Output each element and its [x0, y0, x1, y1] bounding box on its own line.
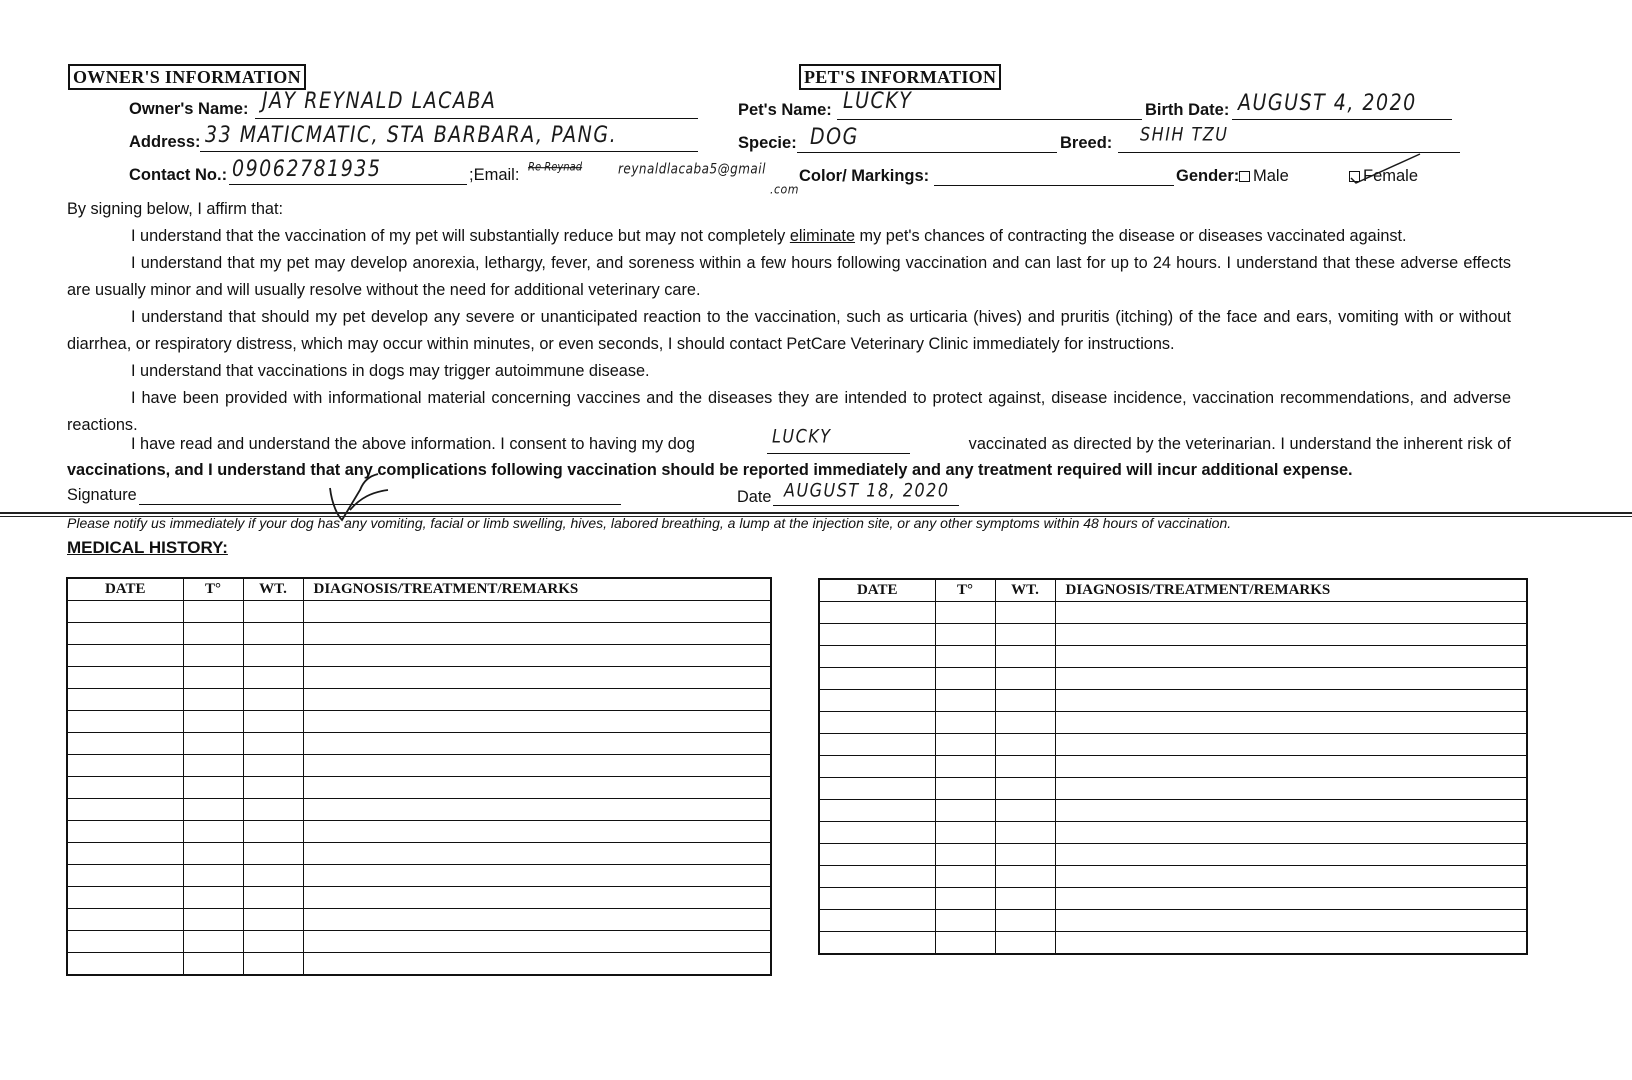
table-row: [67, 601, 771, 623]
weight-cell[interactable]: [243, 953, 303, 976]
contact-field[interactable]: [229, 184, 467, 185]
weight-cell[interactable]: [995, 712, 1055, 734]
weight-cell[interactable]: [995, 800, 1055, 822]
date-cell[interactable]: [819, 910, 935, 932]
weight-cell[interactable]: [243, 843, 303, 865]
date-label: Date: [737, 488, 772, 506]
gender-male-checkbox[interactable]: [1239, 171, 1250, 182]
date-cell[interactable]: [67, 733, 183, 755]
temp-cell[interactable]: [935, 734, 995, 756]
affirm-item-1-underlined: eliminate: [789, 227, 856, 245]
table-row: [819, 866, 1527, 888]
temp-cell[interactable]: [935, 910, 995, 932]
date-cell[interactable]: [67, 711, 183, 733]
date-cell[interactable]: [819, 844, 935, 866]
diagnosis-cell[interactable]: [1055, 866, 1527, 888]
date-cell[interactable]: [67, 843, 183, 865]
diagnosis-cell[interactable]: [1055, 756, 1527, 778]
table-row: [67, 667, 771, 689]
date-cell[interactable]: [819, 888, 935, 910]
female-check-mark: [1348, 150, 1424, 186]
contact-value: 09062781935: [232, 156, 382, 182]
diagnosis-cell[interactable]: [303, 799, 771, 821]
diagnosis-cell[interactable]: [303, 887, 771, 909]
date-cell[interactable]: [819, 822, 935, 844]
date-cell[interactable]: [67, 667, 183, 689]
contact-label: Contact No.:: [129, 166, 228, 184]
temp-cell[interactable]: [183, 601, 243, 623]
table-row: [67, 953, 771, 976]
weight-cell[interactable]: [243, 733, 303, 755]
table-row: [819, 690, 1527, 712]
col-date-header: DATE: [67, 578, 183, 601]
gender-male-label: Male: [1253, 167, 1289, 185]
temp-cell[interactable]: [183, 953, 243, 976]
address-value: 33 MATICMATIC, STA BARBARA, PANG.: [205, 122, 618, 148]
affirm-item-1-text-a: I understand that the vaccination of my pet will substantially reduce but may not completely: [131, 227, 790, 245]
temp-cell[interactable]: [183, 667, 243, 689]
gender-female-label: Female: [1363, 167, 1419, 185]
table-row: [67, 711, 771, 733]
date-cell[interactable]: [67, 931, 183, 953]
date-cell[interactable]: [67, 799, 183, 821]
table-row: [819, 668, 1527, 690]
consent-text-a: I have read and understand the above information. I consent to having my dog: [131, 435, 695, 453]
weight-cell[interactable]: [243, 931, 303, 953]
weight-cell[interactable]: [995, 668, 1055, 690]
temp-cell[interactable]: [935, 690, 995, 712]
date-cell[interactable]: [819, 624, 935, 646]
temp-cell[interactable]: [935, 778, 995, 800]
temp-cell[interactable]: [935, 624, 995, 646]
diagnosis-cell[interactable]: [1055, 712, 1527, 734]
diagnosis-cell[interactable]: [1055, 624, 1527, 646]
table-row: [67, 843, 771, 865]
temp-cell[interactable]: [183, 755, 243, 777]
date-cell[interactable]: [67, 865, 183, 887]
specie-field[interactable]: [797, 152, 1057, 153]
diagnosis-cell[interactable]: [1055, 690, 1527, 712]
address-field[interactable]: [200, 151, 698, 152]
consent-text-b: vaccinated as directed by the veterinarian. I understand the inherent risk of: [968, 435, 1511, 453]
breed-label: Breed:: [1060, 134, 1113, 152]
temp-cell[interactable]: [183, 821, 243, 843]
weight-cell[interactable]: [995, 910, 1055, 932]
table-row: [819, 734, 1527, 756]
date-cell[interactable]: [819, 602, 935, 624]
weight-cell[interactable]: [995, 778, 1055, 800]
date-cell[interactable]: [819, 866, 935, 888]
date-cell[interactable]: [819, 778, 935, 800]
owner-name-field[interactable]: [255, 118, 698, 119]
affirm-item-2: I understand that my pet may develop anorexia, lethargy, fever, and soreness within a few hours following vaccination and can last for up to 24 hours. I understand that these adverse effects are usually minor and will usually resolve without the need for additional veterinary care.: [67, 254, 1511, 299]
weight-cell[interactable]: [995, 932, 1055, 955]
diagnosis-cell[interactable]: [303, 689, 771, 711]
temp-cell[interactable]: [183, 931, 243, 953]
weight-cell[interactable]: [243, 909, 303, 931]
separator-rule-top: [0, 512, 1632, 514]
date-cell[interactable]: [819, 690, 935, 712]
birth-date-value: AUGUST 4, 2020: [1238, 90, 1417, 116]
medical-history-table-left: [66, 577, 772, 976]
diagnosis-cell[interactable]: [303, 645, 771, 667]
date-cell[interactable]: [819, 734, 935, 756]
date-cell[interactable]: [67, 689, 183, 711]
table-row: [819, 756, 1527, 778]
medical-history-table-right: [818, 578, 1528, 955]
temp-cell[interactable]: [935, 888, 995, 910]
diagnosis-cell[interactable]: [1055, 910, 1527, 932]
diagnosis-cell[interactable]: [1055, 800, 1527, 822]
table-row: [819, 888, 1527, 910]
temp-cell[interactable]: [183, 843, 243, 865]
table-row: [819, 712, 1527, 734]
affirm-item-1: [67, 223, 1511, 250]
diagnosis-cell[interactable]: [1055, 778, 1527, 800]
birth-date-label: Birth Date:: [1145, 101, 1230, 119]
table-row: [819, 800, 1527, 822]
affirm-item-3: I understand that should my pet develop any severe or unanticipated reaction to the vaccination, such as urticaria (hives) and pruritis (itching) of the face and ears, vomiting with or without diarrhea, or respiratory distress, which may occur within minutes, or even seconds, I should contact PetCare Veterinary Clinic immediately for instructions.: [67, 308, 1511, 353]
temp-cell[interactable]: [935, 646, 995, 668]
temp-cell[interactable]: [935, 866, 995, 888]
temp-cell[interactable]: [935, 602, 995, 624]
date-cell[interactable]: [819, 712, 935, 734]
date-cell[interactable]: [819, 800, 935, 822]
diagnosis-cell[interactable]: [1055, 844, 1527, 866]
temp-cell[interactable]: [183, 777, 243, 799]
owner-info-header: OWNER'S INFORMATION: [68, 64, 306, 90]
table-row: [67, 931, 771, 953]
weight-cell[interactable]: [243, 645, 303, 667]
affirm-paragraphs: [67, 223, 1511, 439]
birth-date-field[interactable]: [1232, 119, 1452, 120]
consent-dog-field[interactable]: [767, 453, 910, 454]
affirm-item-4: I understand that vaccinations in dogs may trigger autoimmune disease.: [131, 362, 650, 380]
weight-cell[interactable]: [995, 602, 1055, 624]
email-value: reynaldlacaba5@gmail: [618, 160, 766, 177]
temp-cell[interactable]: [935, 822, 995, 844]
address-label: Address:: [129, 133, 201, 151]
date-value: AUGUST 18, 2020: [784, 479, 950, 501]
diagnosis-cell[interactable]: [1055, 932, 1527, 955]
email-strikethrough: Re Reynad: [528, 161, 583, 174]
diagnosis-cell[interactable]: [303, 909, 771, 931]
diagnosis-cell[interactable]: [1055, 668, 1527, 690]
color-markings-field[interactable]: [934, 185, 1174, 186]
owner-name-label: Owner's Name:: [129, 100, 249, 118]
temp-cell[interactable]: [183, 711, 243, 733]
temp-cell[interactable]: [935, 756, 995, 778]
diagnosis-cell[interactable]: [1055, 888, 1527, 910]
diagnosis-cell[interactable]: [303, 601, 771, 623]
diagnosis-cell[interactable]: [303, 953, 771, 976]
weight-cell[interactable]: [243, 711, 303, 733]
weight-cell[interactable]: [995, 844, 1055, 866]
date-cell[interactable]: [67, 623, 183, 645]
col-diagnosis-header: DIAGNOSIS/TREATMENT/REMARKS: [303, 578, 771, 601]
affirm-intro: By signing below, I affirm that:: [67, 200, 283, 218]
diagnosis-cell[interactable]: [303, 821, 771, 843]
symptom-notice: Please notify us immediately if your dog has any vomiting, facial or limb swelling, hives, labored breathing, a lump at the injection site, or any other symptoms within 48 hours of vaccination.: [67, 515, 1232, 531]
table-row: [67, 755, 771, 777]
gender-label: Gender:: [1176, 167, 1240, 185]
affirm-item-5: I have been provided with informational material concerning vaccines and the diseases they are intended to protect against, disease incidence, vaccination recommendations, and adverse reactions.: [67, 389, 1511, 434]
table-row: [819, 822, 1527, 844]
weight-cell[interactable]: [243, 623, 303, 645]
diagnosis-cell[interactable]: [303, 777, 771, 799]
table-row: [67, 689, 771, 711]
pet-name-label: Pet's Name:: [738, 101, 832, 119]
table-row: [67, 909, 771, 931]
date-field[interactable]: [773, 505, 959, 506]
weight-cell[interactable]: [243, 601, 303, 623]
weight-cell[interactable]: [995, 866, 1055, 888]
weight-cell[interactable]: [995, 822, 1055, 844]
col-temp-header: T°: [935, 579, 995, 602]
date-cell[interactable]: [67, 755, 183, 777]
consent-dog-value: LUCKY: [772, 425, 832, 447]
date-cell[interactable]: [67, 601, 183, 623]
pet-name-value: LUCKY: [843, 88, 913, 114]
signature-label: Signature: [67, 486, 137, 504]
col-weight-header: WT.: [243, 578, 303, 601]
table-row: [67, 733, 771, 755]
date-cell[interactable]: [819, 668, 935, 690]
table-row: [819, 910, 1527, 932]
diagnosis-cell[interactable]: [1055, 822, 1527, 844]
temp-cell[interactable]: [935, 712, 995, 734]
col-diagnosis-header: DIAGNOSIS/TREATMENT/REMARKS: [1055, 579, 1527, 602]
date-cell[interactable]: [67, 909, 183, 931]
weight-cell[interactable]: [995, 624, 1055, 646]
col-date-header: DATE: [819, 579, 935, 602]
owner-name-value: JAY REYNALD LACABA: [262, 88, 497, 114]
table-row: [819, 932, 1527, 955]
weight-cell[interactable]: [243, 887, 303, 909]
weight-cell[interactable]: [243, 777, 303, 799]
date-cell[interactable]: [67, 953, 183, 976]
diagnosis-cell[interactable]: [303, 667, 771, 689]
diagnosis-cell[interactable]: [303, 931, 771, 953]
table-row: [67, 799, 771, 821]
pet-info-header: PET'S INFORMATION: [799, 64, 1001, 90]
temp-cell[interactable]: [183, 887, 243, 909]
table-row: [67, 865, 771, 887]
specie-label: Specie:: [738, 134, 797, 152]
table-row: [67, 821, 771, 843]
diagnosis-cell[interactable]: [1055, 602, 1527, 624]
temp-cell[interactable]: [183, 799, 243, 821]
diagnosis-cell[interactable]: [1055, 734, 1527, 756]
table-row: [67, 777, 771, 799]
temp-cell[interactable]: [183, 645, 243, 667]
temp-cell[interactable]: [183, 865, 243, 887]
diagnosis-cell[interactable]: [303, 865, 771, 887]
table-row: [819, 778, 1527, 800]
pet-name-field[interactable]: [837, 119, 1142, 120]
table-row: [819, 844, 1527, 866]
table-row: [67, 887, 771, 909]
diagnosis-cell[interactable]: [303, 733, 771, 755]
breed-value: SHIH TZU: [1140, 123, 1229, 145]
col-weight-header: WT.: [995, 579, 1055, 602]
temp-cell[interactable]: [935, 932, 995, 955]
table-row: [819, 646, 1527, 668]
weight-cell[interactable]: [243, 689, 303, 711]
weight-cell[interactable]: [243, 755, 303, 777]
weight-cell[interactable]: [995, 646, 1055, 668]
date-cell[interactable]: [67, 645, 183, 667]
table-header-row: [819, 579, 1527, 602]
temp-cell[interactable]: [183, 909, 243, 931]
date-cell[interactable]: [819, 932, 935, 955]
col-temp-header: T°: [183, 578, 243, 601]
table-header-row: [67, 578, 771, 601]
temp-cell[interactable]: [935, 800, 995, 822]
table-row: [819, 602, 1527, 624]
diagnosis-cell[interactable]: [303, 711, 771, 733]
date-cell[interactable]: [67, 887, 183, 909]
weight-cell[interactable]: [243, 799, 303, 821]
email-value-cont: .com: [770, 182, 799, 197]
date-cell[interactable]: [67, 821, 183, 843]
date-cell[interactable]: [819, 756, 935, 778]
temp-cell[interactable]: [183, 733, 243, 755]
temp-cell[interactable]: [183, 623, 243, 645]
temp-cell[interactable]: [183, 689, 243, 711]
diagnosis-cell[interactable]: [303, 755, 771, 777]
weight-cell[interactable]: [243, 821, 303, 843]
temp-cell[interactable]: [935, 668, 995, 690]
email-label: ;Email:: [469, 166, 520, 184]
weight-cell[interactable]: [243, 865, 303, 887]
date-cell[interactable]: [67, 777, 183, 799]
gender-male-option[interactable]: [1239, 167, 1289, 186]
diagnosis-cell[interactable]: [303, 843, 771, 865]
specie-value: DOG: [810, 124, 859, 150]
weight-cell[interactable]: [995, 734, 1055, 756]
weight-cell[interactable]: [995, 888, 1055, 910]
diagnosis-cell[interactable]: [303, 623, 771, 645]
weight-cell[interactable]: [995, 756, 1055, 778]
weight-cell[interactable]: [243, 667, 303, 689]
date-cell[interactable]: [819, 646, 935, 668]
table-row: [67, 623, 771, 645]
weight-cell[interactable]: [995, 690, 1055, 712]
affirm-item-1-text-b: my pet's chances of contracting the disease or diseases vaccinated against.: [855, 227, 1407, 245]
medical-history-title: MEDICAL HISTORY:: [67, 538, 228, 557]
consent-bold-text: vaccinations, and I understand that any complications following vaccination should be reported immediately and any treatment required will incur additional expense.: [67, 461, 1353, 479]
table-row: [819, 624, 1527, 646]
table-row: [67, 645, 771, 667]
color-markings-label: Color/ Markings:: [799, 167, 930, 185]
diagnosis-cell[interactable]: [1055, 646, 1527, 668]
temp-cell[interactable]: [935, 844, 995, 866]
